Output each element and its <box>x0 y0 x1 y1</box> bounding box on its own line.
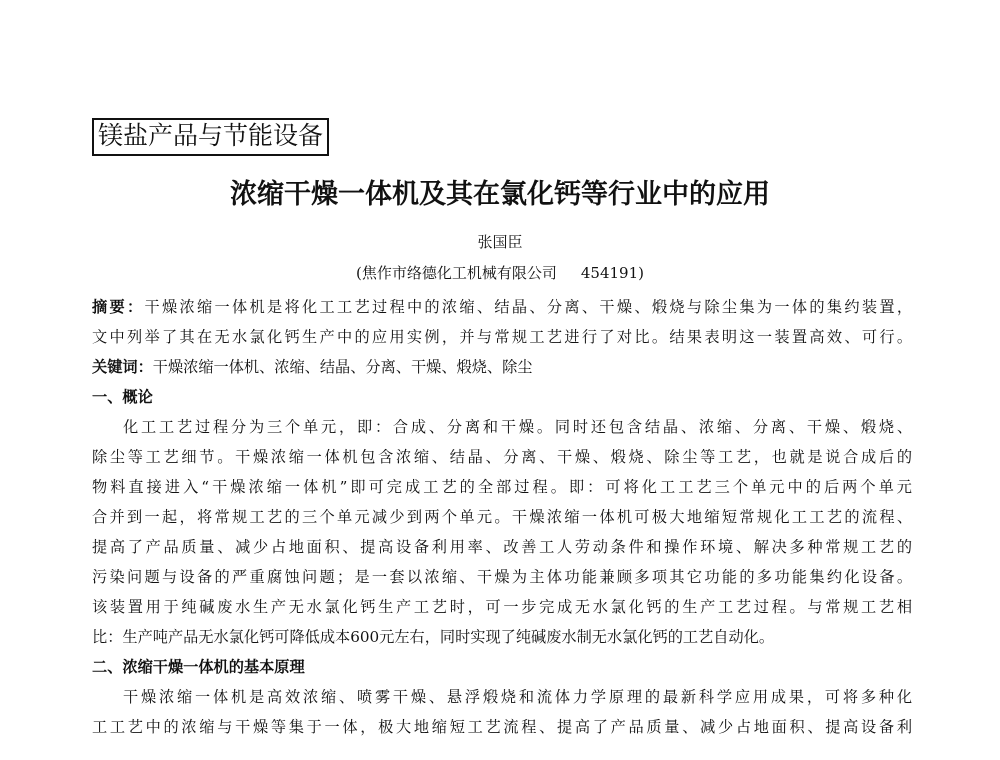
paragraph-line: 化工工艺过程分为三个单元，即：合成、分离和干燥。同时还包含结晶、浓缩、分离、干燥、煅烧、 <box>123 418 912 436</box>
paragraph-line: 提高了产品质量、减少占地面积、提高设备利用率、改善工人劳动条件和操作环境、解决多种常规工艺的 <box>92 538 912 556</box>
keywords-line <box>92 352 912 382</box>
abstract-line-2: 文中列举了其在无水氯化钙生产中的应用实例，并与常规工艺进行了对比。结果表明这一装置高效、可行。 <box>92 328 912 346</box>
keywords-text: 干燥浓缩一体机、浓缩、结晶、分离、干燥、煅烧、除尘 <box>152 358 533 376</box>
section-1-heading: 一、概论 <box>92 388 153 406</box>
paragraph-line: 除尘等工艺细节。干燥浓缩一体机包含浓缩、结晶、分离、干燥、煅烧、除尘等工艺，也就是说合成后的 <box>92 448 912 466</box>
affiliation <box>0 262 1000 283</box>
paragraph-line: 该装置用于纯碱废水生产无水氯化钙生产工艺时，可一步完成无水氯化钙的生产工艺过程。与常规工艺相 <box>92 598 912 616</box>
author: 张国臣 <box>477 233 523 251</box>
section-label: 镁盐产品与节能设备 <box>92 118 329 156</box>
paragraph-line: 干燥浓缩一体机是高效浓缩、喷雾干燥、悬浮煅烧和流体力学原理的最新科学应用成果，可将多种化 <box>123 688 912 706</box>
article-body <box>92 292 912 742</box>
paragraph-line: 物料直接进入“干燥浓缩一体机”即可完成工艺的全部过程。即：可将化工工艺三个单元中的后两个单元 <box>92 478 912 496</box>
paragraph-line: 合并到一起，将常规工艺的三个单元减少到两个单元。干燥浓缩一体机可极大地缩短常规化工工艺的流程、 <box>92 508 912 526</box>
section-2-heading: 二、浓缩干燥一体机的基本原理 <box>92 658 305 676</box>
paragraph-line: 比：生产吨产品无水氯化钙可降低成本600元左右，同时实现了纯碱废水制无水氯化钙的工艺自动化。 <box>92 628 775 646</box>
abstract-label: 摘要： <box>92 298 145 316</box>
abstract-line-1 <box>92 292 912 322</box>
abstract-text-1: 干燥浓缩一体机是将化工工艺过程中的浓缩、结晶、分离、干燥、煅烧与除尘集为一体的集约装置， <box>144 298 913 316</box>
paragraph-line: 工工艺中的浓缩与干燥等集于一体，极大地缩短工艺流程、提高了产品质量、减少占地面积、提高设备利 <box>92 718 912 736</box>
paragraph-line: 污染问题与设备的严重腐蚀问题；是一套以浓缩、干燥为主体功能兼顾多项其它功能的多功能集约化设备。 <box>92 568 912 586</box>
keywords-label: 关键词： <box>92 358 153 376</box>
affiliation-zip: 454191) <box>580 264 644 282</box>
article-title: 浓缩干燥一体机及其在氯化钙等行业中的应用 <box>230 179 770 210</box>
affiliation-org: (焦作市络德化工机械有限公司 <box>356 264 557 282</box>
